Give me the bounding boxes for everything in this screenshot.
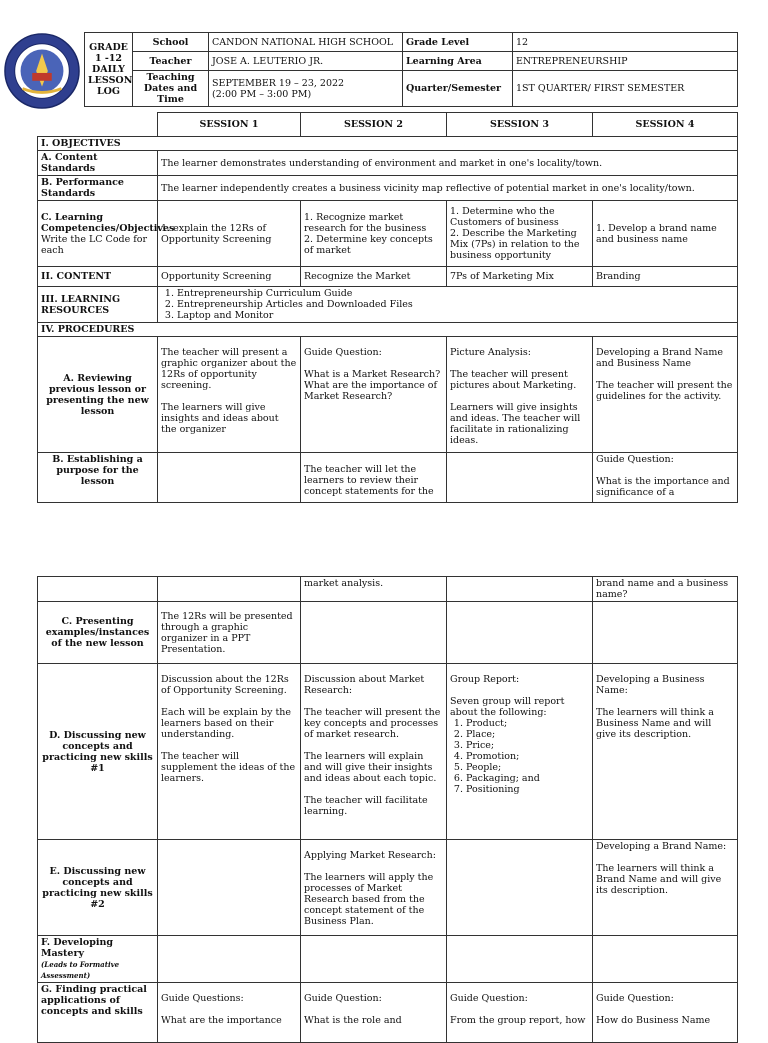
procedure-e-s2-text2: The learners will apply the processes of Market Research based from the concept statement of the Business Plan. xyxy=(304,872,434,927)
dates-value-line2: (2:00 PM – 3:00 PM) xyxy=(212,88,312,100)
procedure-g-s2 xyxy=(301,983,447,1043)
resources-list xyxy=(161,288,734,321)
teacher-value: JOSE A. LEUTERIO JR. xyxy=(209,52,403,71)
procedure-g-s4-text2: How do Business Name xyxy=(596,1015,711,1026)
procedure-d-s2-text1: Discussion about Market Research: xyxy=(304,674,425,696)
procedures-title: IV. PROCEDURES xyxy=(38,323,738,337)
competency-s2 xyxy=(301,201,447,267)
procedure-d-s3 xyxy=(447,664,593,840)
resource-item: 2. Entrepreneurship Articles and Downloaded Files xyxy=(177,299,734,310)
procedure-d-s1 xyxy=(158,664,301,840)
competency-s1: 1. explain the 12Rs of Opportunity Screening xyxy=(158,201,301,267)
procedure-a-label: A. Reviewing previous lesson or presenting the new lesson xyxy=(38,337,158,453)
resource-item: 3. Laptop and Monitor xyxy=(177,310,734,321)
procedure-b-s2: The teacher will let the learners to review their concept statements for the xyxy=(301,453,447,503)
procedure-a-s2 xyxy=(301,337,447,453)
procedure-e-s4-text1: Developing a Brand Name: xyxy=(596,841,727,852)
procedure-e-s2 xyxy=(301,840,447,936)
list-item: 3. Price; xyxy=(466,740,589,751)
procedure-b-s4-cont: brand name and a business name? xyxy=(593,577,738,602)
procedure-d-s3-text2: Seven group will report about the following: xyxy=(450,696,565,718)
procedure-g-s1-text1: Guide Questions: xyxy=(161,993,244,1004)
session-4-header: SESSION 4 xyxy=(593,113,738,137)
resources-title: III. LEARNING RESOURCES xyxy=(38,287,158,323)
session-3-header: SESSION 3 xyxy=(447,113,593,137)
procedure-b-label: B. Establishing a purpose for the lesson xyxy=(38,453,158,503)
procedure-g-s4-text1: Guide Question: xyxy=(596,993,674,1004)
procedure-g-label: G. Finding practical applications of concepts and skills xyxy=(38,983,158,1043)
procedure-a-s3-text2: The teacher will present pictures about Marketing. xyxy=(450,369,577,391)
procedure-e-s4 xyxy=(593,840,738,936)
learning-area-label: Learning Area xyxy=(403,52,513,71)
competency-s3-item2: 2. Describe the Marketing Mix (7Ps) in relation to the business opportunity xyxy=(450,228,580,261)
grade-label: GRADE 1 -12 DAILY LESSON LOG xyxy=(85,33,133,107)
competencies-label: C. Learning Competencies/Objectives xyxy=(41,211,175,234)
quarter-value: 1ST QUARTER/ FIRST SEMESTER xyxy=(513,71,738,107)
procedure-d-s2 xyxy=(301,664,447,840)
list-item: 1. Product; xyxy=(466,718,589,729)
procedure-a-s1-text1: The teacher will present a graphic organizer about the 12Rs of opportunity screening. xyxy=(161,347,297,391)
performance-standards-text: The learner independently creates a business vicinity map reflective of potential market in one's locality/town. xyxy=(158,176,738,201)
procedure-g-s3-text2: From the group report, how xyxy=(450,1015,586,1026)
procedure-a-s3-text3: Learners will give insights and ideas. The teacher will facilitate in rationalizing ideas. xyxy=(450,402,581,446)
dates-value xyxy=(209,71,403,107)
procedure-d-s2-text2: The teacher will present the key concepts and processes of market research. xyxy=(304,707,441,740)
resource-item: 1. Entrepreneurship Curriculum Guide xyxy=(177,288,734,299)
competency-s4: 1. Develop a brand name and business name xyxy=(593,201,738,267)
dates-label: Teaching Dates and Time xyxy=(133,71,209,107)
lesson-log-table xyxy=(37,112,738,503)
procedure-d-s2-text3: The learners will explain and will give their insights and ideas about each topic. xyxy=(304,751,437,784)
content-standards-label: A. Content Standards xyxy=(38,151,158,176)
dates-value-line1: SEPTEMBER 19 – 23, 2022 xyxy=(212,77,345,89)
procedure-a-s3 xyxy=(447,337,593,453)
procedure-e-s2-text1: Applying Market Research: xyxy=(304,850,436,861)
procedure-b-s2-cont: market analysis. xyxy=(301,577,447,602)
content-s4: Branding xyxy=(593,267,738,287)
content-s1: Opportunity Screening xyxy=(158,267,301,287)
procedure-d-s4 xyxy=(593,664,738,840)
content-s2: Recognize the Market xyxy=(301,267,447,287)
header-table xyxy=(84,32,738,107)
performance-standards-label: B. Performance Standards xyxy=(38,176,158,201)
procedure-a-s2-text3: What are the importance of Market Research? xyxy=(304,380,437,402)
procedure-a-s3-text1: Picture Analysis: xyxy=(450,347,531,358)
procedure-d-s3-text1: Group Report: xyxy=(450,674,520,685)
procedure-a-s4-text1: Developing a Brand Name and Business Name xyxy=(596,347,724,369)
quarter-label: Quarter/Semester xyxy=(403,71,513,107)
content-title: II. CONTENT xyxy=(38,267,158,287)
competencies-cell xyxy=(38,201,175,267)
procedure-g-s4 xyxy=(593,983,738,1043)
school-value: CANDON NATIONAL HIGH SCHOOL xyxy=(209,33,403,52)
list-item: 2. Place; xyxy=(466,729,589,740)
procedure-a-s2-text1: Guide Question: xyxy=(304,347,382,358)
deped-seal-logo xyxy=(3,32,81,110)
procedure-a-s2-text2: What is a Market Research? xyxy=(304,369,441,380)
procedure-f-cell xyxy=(38,936,158,983)
procedure-g-s1 xyxy=(158,983,301,1043)
procedure-d-s1-text2: Each will be explain by the learners based on their understanding. xyxy=(161,707,292,740)
content-standards-text: The learner demonstrates understanding of environment and market in one's locality/town. xyxy=(158,151,738,176)
content-s3: 7Ps of Marketing Mix xyxy=(447,267,593,287)
resources-list-cell xyxy=(158,287,738,323)
list-item: 7. Positioning xyxy=(466,784,589,795)
competency-s2-item2: 2. Determine key concepts of market xyxy=(304,233,433,256)
procedure-d-s1-text1: Discussion about the 12Rs of Opportunity Screening. xyxy=(161,674,289,696)
procedure-b-s4-text2: What is the importance and significance of a xyxy=(596,476,730,498)
procedure-a-s4 xyxy=(593,337,738,453)
list-item: 6. Packaging; and xyxy=(466,773,589,784)
objectives-title: I. OBJECTIVES xyxy=(38,137,738,151)
procedure-g-s2-text2: What is the role and xyxy=(304,1015,402,1026)
grade-level-label: Grade Level xyxy=(403,33,513,52)
procedure-a-s1 xyxy=(158,337,301,453)
list-item: 5. People; xyxy=(466,762,589,773)
procedure-c-s1: The 12Rs will be presented through a graphic organizer in a PPT Presentation. xyxy=(158,602,301,664)
procedure-g-s3 xyxy=(447,983,593,1043)
lesson-log-table-continued xyxy=(37,576,738,1043)
procedure-b-s4 xyxy=(593,453,738,503)
session-2-header: SESSION 2 xyxy=(301,113,447,137)
procedure-g-s2-text1: Guide Question: xyxy=(304,993,382,1004)
competencies-note: Write the LC Code for each xyxy=(41,233,148,256)
learning-area-value: ENTREPRENEURSHIP xyxy=(513,52,738,71)
procedure-d-s4-text1: Developing a Business Name: xyxy=(596,674,705,696)
procedure-g-s1-text2: What are the importance xyxy=(161,1015,282,1026)
procedure-d-s4-text2: The learners will think a Business Name and will give its description. xyxy=(596,707,714,740)
procedure-d-label: D. Discussing new concepts and practicing new skills #1 xyxy=(38,664,158,840)
session-1-header: SESSION 1 xyxy=(158,113,301,137)
procedure-e-label: E. Discussing new concepts and practicing new skills #2 xyxy=(38,840,158,936)
competency-s2-item1: 1. Recognize market research for the business xyxy=(304,211,427,234)
procedure-f-note: (Leads to Formative Assessment) xyxy=(41,960,120,980)
grade-level-value: 12 xyxy=(513,33,738,52)
procedure-e-s4-text2: The learners will think a Brand Name and will give its description. xyxy=(596,863,722,896)
procedure-b-s4-text1: Guide Question: xyxy=(596,454,674,465)
list-item: 4. Promotion; xyxy=(466,751,589,762)
procedure-d-s2-text4: The teacher will facilitate learning. xyxy=(304,795,428,817)
competency-s3-item1: 1. Determine who the Customers of business xyxy=(450,206,559,228)
procedure-c-label: C. Presenting examples/instances of the new lesson xyxy=(38,602,158,664)
school-label: School xyxy=(133,33,209,52)
teacher-label: Teacher xyxy=(133,52,209,71)
procedure-g-s3-text1: Guide Question: xyxy=(450,993,528,1004)
procedure-f-label: F. Developing Mastery xyxy=(41,937,113,959)
marketing-mix-list xyxy=(450,718,589,795)
procedure-d-s1-text3: The teacher will supplement the ideas of the learners. xyxy=(161,751,296,784)
procedure-a-s1-text2: The learners will give insights and ideas about the organizer xyxy=(161,402,279,435)
procedure-a-s4-text2: The teacher will present the guidelines for the activity. xyxy=(596,380,733,402)
competency-s3 xyxy=(447,201,593,267)
